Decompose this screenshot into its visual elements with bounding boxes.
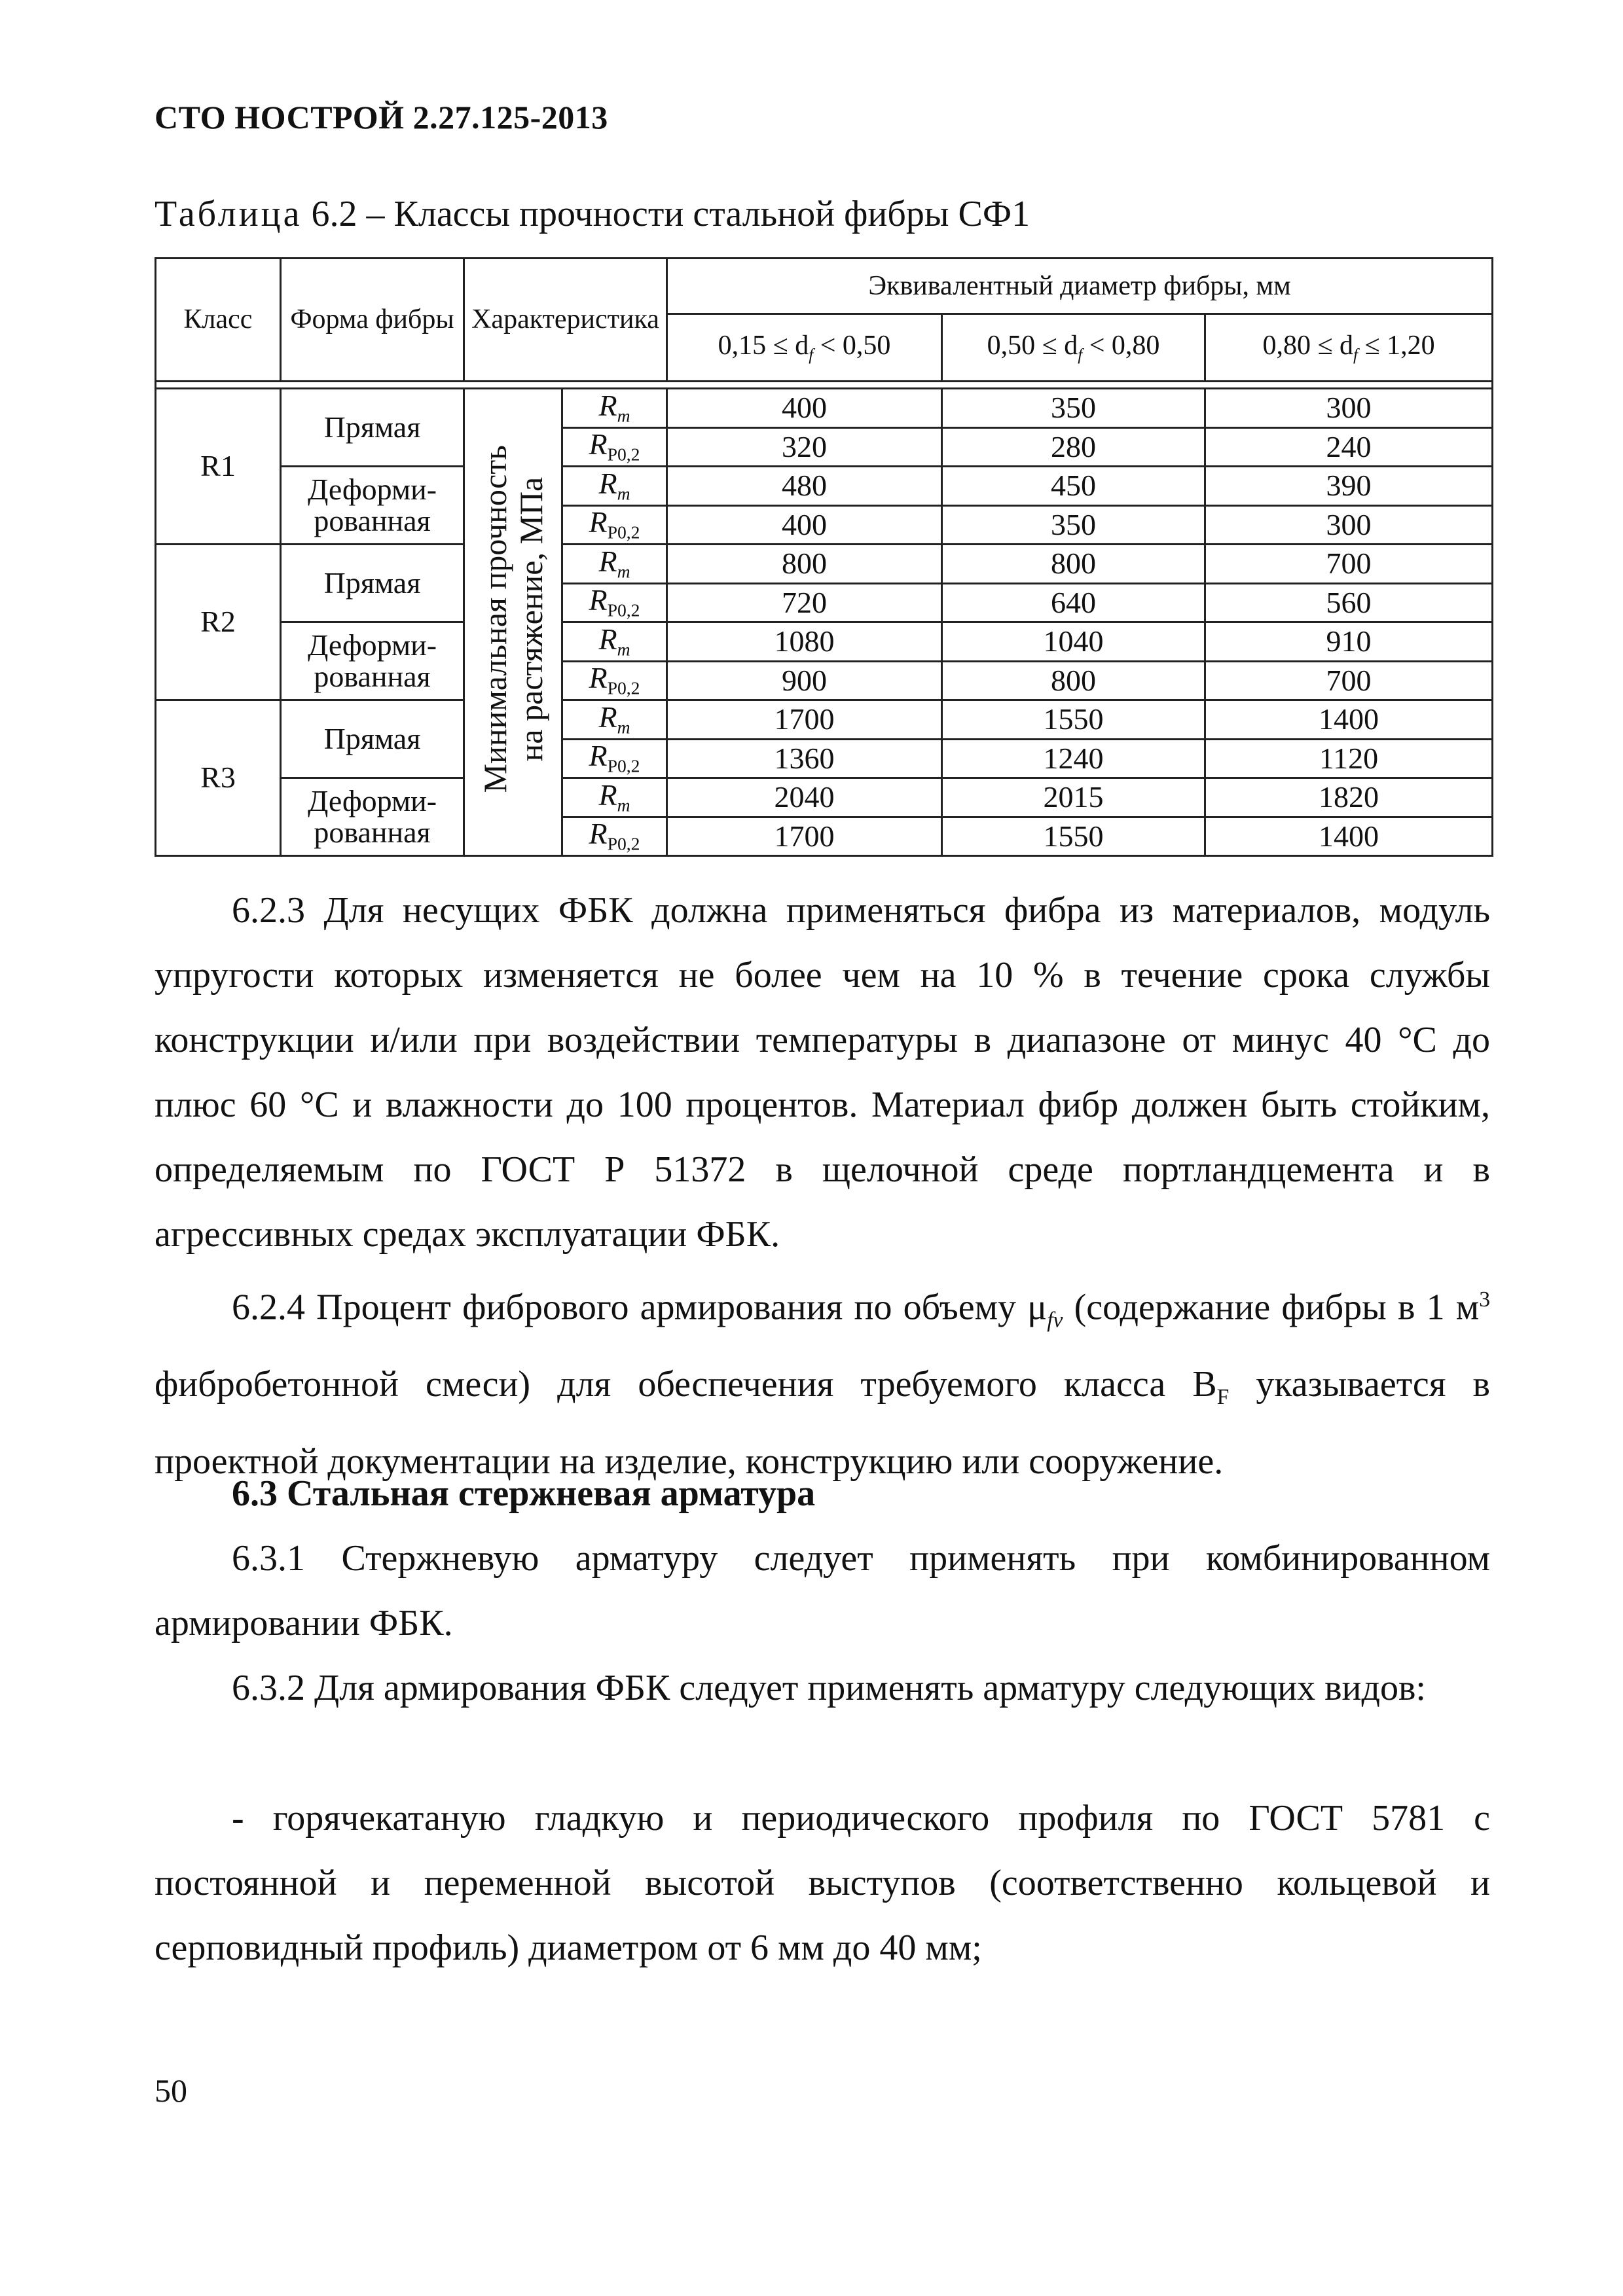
value-cell: 1120 [1205, 739, 1493, 778]
value-cell: 720 [667, 583, 942, 622]
value-cell: 800 [942, 545, 1205, 584]
header-characteristic: Характеристика [464, 259, 667, 382]
value-cell: 350 [942, 505, 1205, 545]
value-cell: 1550 [942, 700, 1205, 740]
value-cell: 480 [667, 467, 942, 506]
page-number: 50 [155, 2072, 187, 2109]
value-cell: 1080 [667, 622, 942, 662]
value-cell: 1700 [667, 700, 942, 740]
parameter-cell: $R_{P0,2}$ [562, 427, 667, 467]
value-cell: 320 [667, 427, 942, 467]
parameter-cell: $R_m$ [562, 700, 667, 740]
value-cell: 640 [942, 583, 1205, 622]
parameter-cell: $R_{P0,2}$ [562, 583, 667, 622]
section-heading-6-3: 6.3 Стальная стержневая арматура [232, 1473, 816, 1514]
value-cell: 1400 [1205, 817, 1493, 856]
value-cell: 390 [1205, 467, 1493, 506]
parameter-cell: $R_{P0,2}$ [562, 739, 667, 778]
value-cell: 1400 [1205, 700, 1493, 740]
header-diameter: Эквивалентный диаметр фибры, мм [667, 259, 1493, 314]
value-cell: 400 [667, 389, 942, 428]
class-cell: R2 [156, 545, 281, 700]
paragraph-6-3-2: 6.3.2 Для армирования ФБК следует применять арматуру следующих видов: [232, 1668, 1426, 1708]
header-range-3: $0,80 \le d_f \le 1,20$ [1205, 314, 1493, 382]
list-item-hot-rolled: - горячекатаную гладкую и периодического профиля по ГОСТ 5781 с постоянной и переменной высотой выступов (соответственно кольцевой и серповидный профиль) диаметром от 6 мм до 40 мм; [155, 1798, 1490, 1968]
paragraph-6-3-1: 6.3.1 Стержневую арматуру следует применять при комбинированном армировании ФБК. [155, 1538, 1490, 1643]
form-cell: Деформи- рованная [281, 778, 464, 856]
parameter-cell: $R_m$ [562, 467, 667, 506]
parameter-cell: $R_{P0,2}$ [562, 817, 667, 856]
table-row [156, 389, 1493, 428]
class-cell: R1 [156, 389, 281, 545]
value-cell: 910 [1205, 622, 1493, 662]
parameter-cell: $R_m$ [562, 778, 667, 817]
header-class: Класс [156, 259, 281, 382]
parameter-cell: $R_m$ [562, 622, 667, 662]
value-cell: 1360 [667, 739, 942, 778]
value-cell: 400 [667, 505, 942, 545]
form-cell: Деформи- рованная [281, 467, 464, 545]
table-row [156, 622, 1493, 662]
value-cell: 300 [1205, 505, 1493, 545]
table-row [156, 545, 1493, 584]
caption-label: Таблица [155, 194, 302, 234]
parameter-cell: $R_m$ [562, 545, 667, 584]
characteristic-vertical-cell [464, 389, 562, 856]
value-cell: 2040 [667, 778, 942, 817]
parameter-cell: $R_{P0,2}$ [562, 661, 667, 700]
value-cell: 700 [1205, 661, 1493, 700]
paragraph-6-2-3: 6.2.3 Для несущих ФБК должна применяться фибра из материалов, модуль упругости которых изменяется не более чем на 10 % в течение срока службы конструкции и/или при воздействии температуры в диапазоне от минус 40 °С до плюс 60 °С и влажности до 100 процентов. Материал фибр должен быть стойким, определяемым по ГОСТ Р 51372 в щелочной среде портландцемента и в агрессивных средах эксплуатации ФБК. [155, 890, 1490, 1255]
class-cell: R3 [156, 700, 281, 856]
table-row [156, 700, 1493, 740]
paragraph-6-2-4: 6.2.4 Процент фибрового армирования по объему $\mu_{fv}$ (содержание фибры в 1 $м^3$ фибробетонной смеси) для обеспечения требуемого класса $В_F$ указывается в проектной документации на изделие, конструкцию или сооружение. [155, 1287, 1491, 1482]
value-cell: 280 [942, 427, 1205, 467]
value-cell: 900 [667, 661, 942, 700]
form-cell: Деформи- рованная [281, 622, 464, 700]
fiber-strength-table [155, 257, 1493, 857]
value-cell: 240 [1205, 427, 1493, 467]
form-cell: Прямая [281, 389, 464, 467]
value-cell: 1040 [942, 622, 1205, 662]
parameter-cell: $R_m$ [562, 389, 667, 428]
value-cell: 800 [942, 661, 1205, 700]
table-row [156, 778, 1493, 817]
header-form: Форма фибры [281, 259, 464, 382]
value-cell: 350 [942, 389, 1205, 428]
value-cell: 1820 [1205, 778, 1493, 817]
characteristic-vertical-label: Минимальная прочность на растяжение, МПа [476, 445, 549, 793]
value-cell: 800 [667, 545, 942, 584]
table-caption [155, 193, 1030, 235]
form-cell: Прямая [281, 700, 464, 778]
header-range-1: $0,15 \le d_f < 0,50$ [667, 314, 942, 382]
value-cell: 2015 [942, 778, 1205, 817]
value-cell: 560 [1205, 583, 1493, 622]
value-cell: 700 [1205, 545, 1493, 584]
document-header: СТО НОСТРОЙ 2.27.125-2013 [155, 99, 608, 135]
parameter-cell: $R_{P0,2}$ [562, 505, 667, 545]
value-cell: 1550 [942, 817, 1205, 856]
value-cell: 300 [1205, 389, 1493, 428]
caption-text: 6.2 – Классы прочности стальной фибры СФ1 [311, 194, 1030, 234]
form-cell: Прямая [281, 545, 464, 622]
header-range-2: $0,50 \le d_f < 0,80$ [942, 314, 1205, 382]
value-cell: 1700 [667, 817, 942, 856]
value-cell: 450 [942, 467, 1205, 506]
value-cell: 1240 [942, 739, 1205, 778]
table-row [156, 467, 1493, 506]
